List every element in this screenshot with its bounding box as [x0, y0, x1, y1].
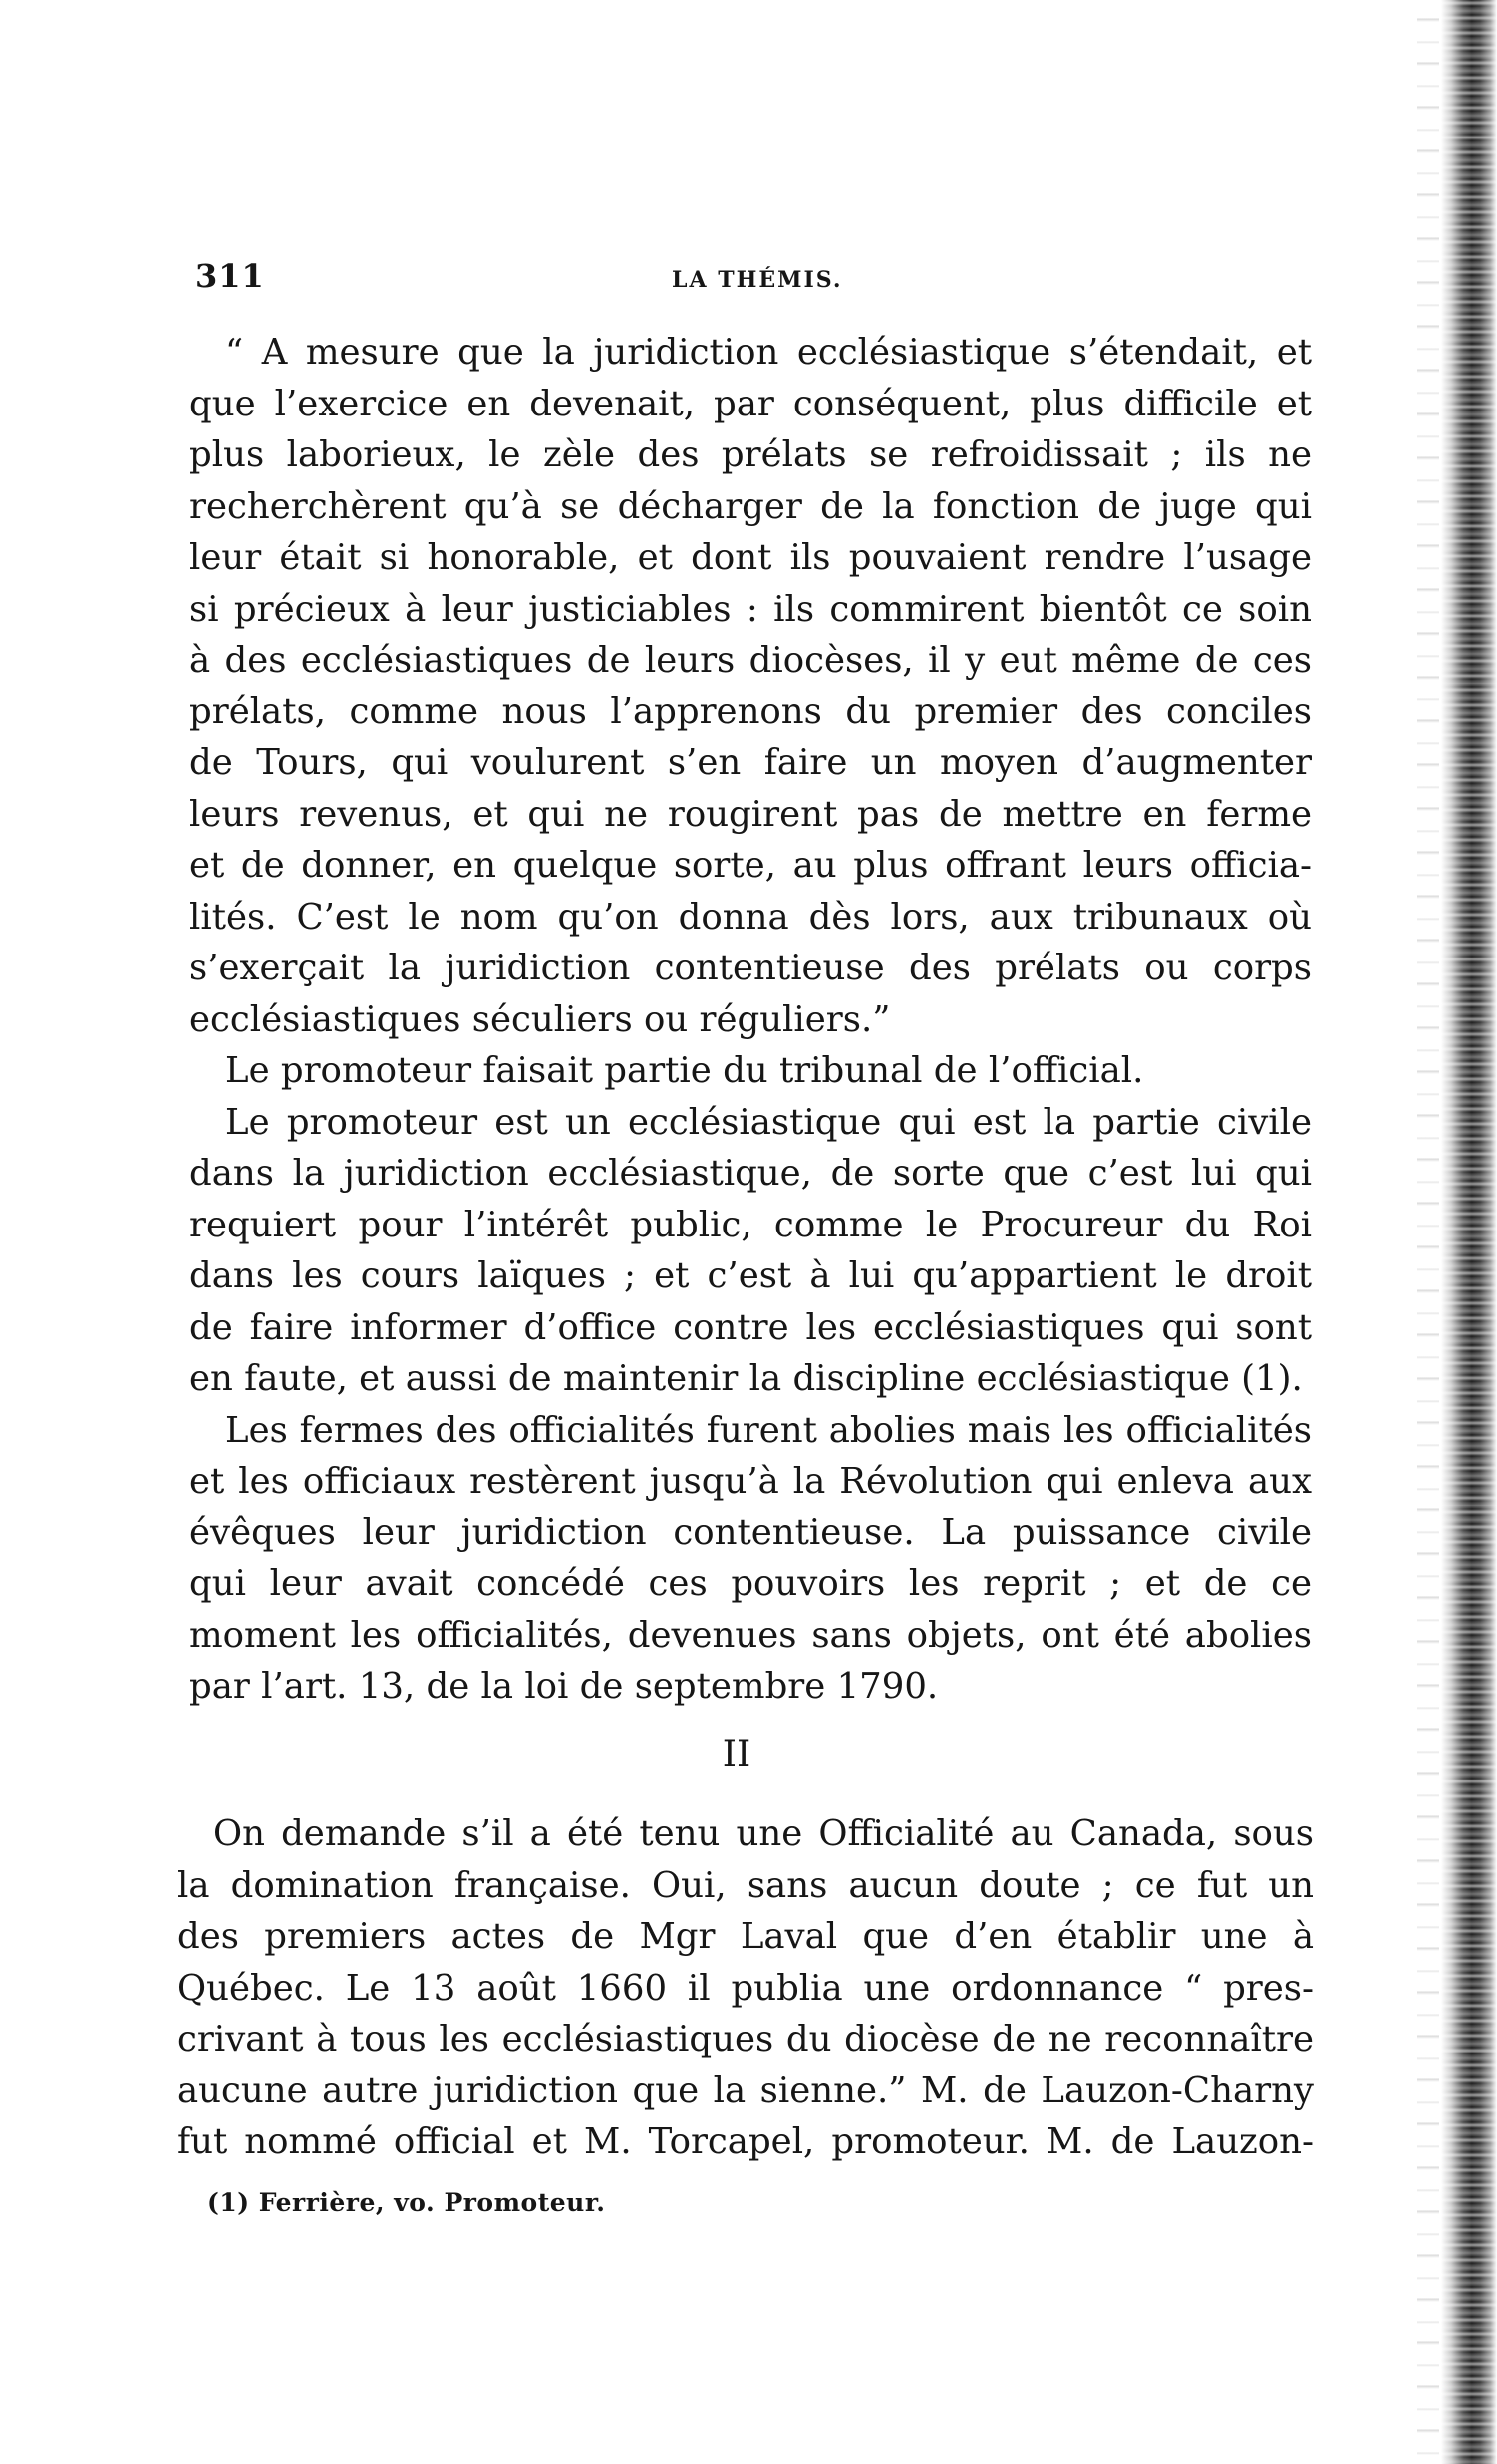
- text-line: Québec. Le 13 août 1660 il publia une ordonnance “ pres-: [177, 1967, 1314, 2009]
- page-header: [195, 257, 1312, 297]
- text-line: ecclésiastiques séculiers ou réguliers.”: [189, 998, 891, 1040]
- paragraph-quote: [189, 327, 1312, 1045]
- text-line: leur était si honorable, et dont ils pouvaient rendre l’usage: [189, 537, 1312, 578]
- text-line: et les officiaux restèrent jusqu’à la Révolution qui enleva aux: [189, 1461, 1312, 1502]
- text-line: à des ecclésiastiques de leurs diocèses, il y eut même de ces: [189, 640, 1312, 681]
- text-line: en faute, et aussi de maintenir la discipline ecclésiastique (1).: [189, 1358, 1303, 1399]
- text-line: On demande s’il a été tenu une Officialité au Canada, sous: [213, 1813, 1314, 1854]
- text-line: fut nommé official et M. Torcapel, promoteur. M. de Lauzon-: [177, 2121, 1314, 2162]
- text-line: évêques leur juridiction contentieuse. La puissance civile: [189, 1511, 1312, 1553]
- text-line: qui leur avait concédé ces pouvoirs les reprit ; et de ce: [189, 1563, 1312, 1604]
- text-line: dans les cours laïques ; et c’est à lui qu’appartient le droit: [189, 1255, 1312, 1296]
- binding-shadow: [1417, 0, 1439, 2464]
- binding-edge: [1441, 0, 1497, 2464]
- text-line: par l’art. 13, de la loi de septembre 1790.: [189, 1666, 939, 1707]
- text-line: de faire informer d’office contre les ecclésiastiques qui sont: [189, 1306, 1312, 1348]
- text-line: et de donner, en quelque sorte, au plus offrant leurs officia-: [189, 845, 1312, 886]
- paragraph-promoteur-intro: [189, 1045, 1312, 1097]
- text-line: requiert pour l’intérêt public, comme le Procureur du Roi: [189, 1204, 1312, 1245]
- page-number: 311: [195, 257, 265, 295]
- text-line: crivant à tous les ecclésiastiques du diocèse de ne reconnaître: [177, 2019, 1314, 2059]
- text-line: Le promoteur faisait partie du tribunal de l’official.: [225, 1050, 1144, 1091]
- text-line: plus laborieux, le zèle des prélats se refroidissait ; ils ne: [189, 434, 1312, 475]
- text-line: moment les officialités, devenues sans objets, ont été abolies: [189, 1614, 1312, 1656]
- running-head: LA THÉMIS.: [672, 267, 843, 293]
- text-line: leurs revenus, et qui ne rougirent pas de mettre en ferme: [189, 793, 1312, 835]
- text-line: lités. C’est le nom qu’on donna dès lors, aux tribunaux où: [189, 896, 1312, 938]
- text-line: de Tours, qui voulurent s’en faire un moyen d’augmenter: [189, 742, 1312, 783]
- section-heading: [0, 1734, 1497, 1775]
- paragraph-abolition: [189, 1405, 1312, 1713]
- text-line: si précieux à leur justiciables : ils commirent bientôt ce soin: [189, 588, 1312, 630]
- section-one-text: [189, 327, 1312, 1713]
- text-line: Les fermes des officialités furent abolies mais les officialités: [225, 1409, 1312, 1451]
- section-numeral: II: [722, 1734, 751, 1775]
- text-line: aucune autre juridiction que la sienne.” M. de Lauzon-Charny: [177, 2069, 1314, 2111]
- text-line: recherchèrent qu’à se décharger de la fonction de juge qui: [189, 485, 1312, 527]
- footnote: (1) Ferrière, vo. Promoteur.: [207, 2188, 606, 2217]
- text-line: des premiers actes de Mgr Laval que d’en établir une à: [177, 1916, 1314, 1957]
- text-line: “ A mesure que la juridiction ecclésiastique s’étendait, et: [225, 332, 1312, 373]
- text-line: la domination française. Oui, sans aucun doute ; ce fut un: [177, 1864, 1314, 1906]
- text-line: Le promoteur est un ecclésiastique qui est la partie civile: [225, 1101, 1312, 1143]
- text-line: que l’exercice en devenait, par conséquent, plus difficile et: [189, 383, 1312, 424]
- paragraph-promoteur-definition: [189, 1097, 1312, 1405]
- section-two-text: [177, 1808, 1314, 2168]
- text-line: s’exerçait la juridiction contentieuse des prélats ou corps: [189, 948, 1312, 988]
- text-line: prélats, comme nous l’apprenons du premier des conciles: [189, 690, 1312, 732]
- text-line: dans la juridiction ecclésiastique, de sorte que c’est lui qui: [189, 1153, 1312, 1194]
